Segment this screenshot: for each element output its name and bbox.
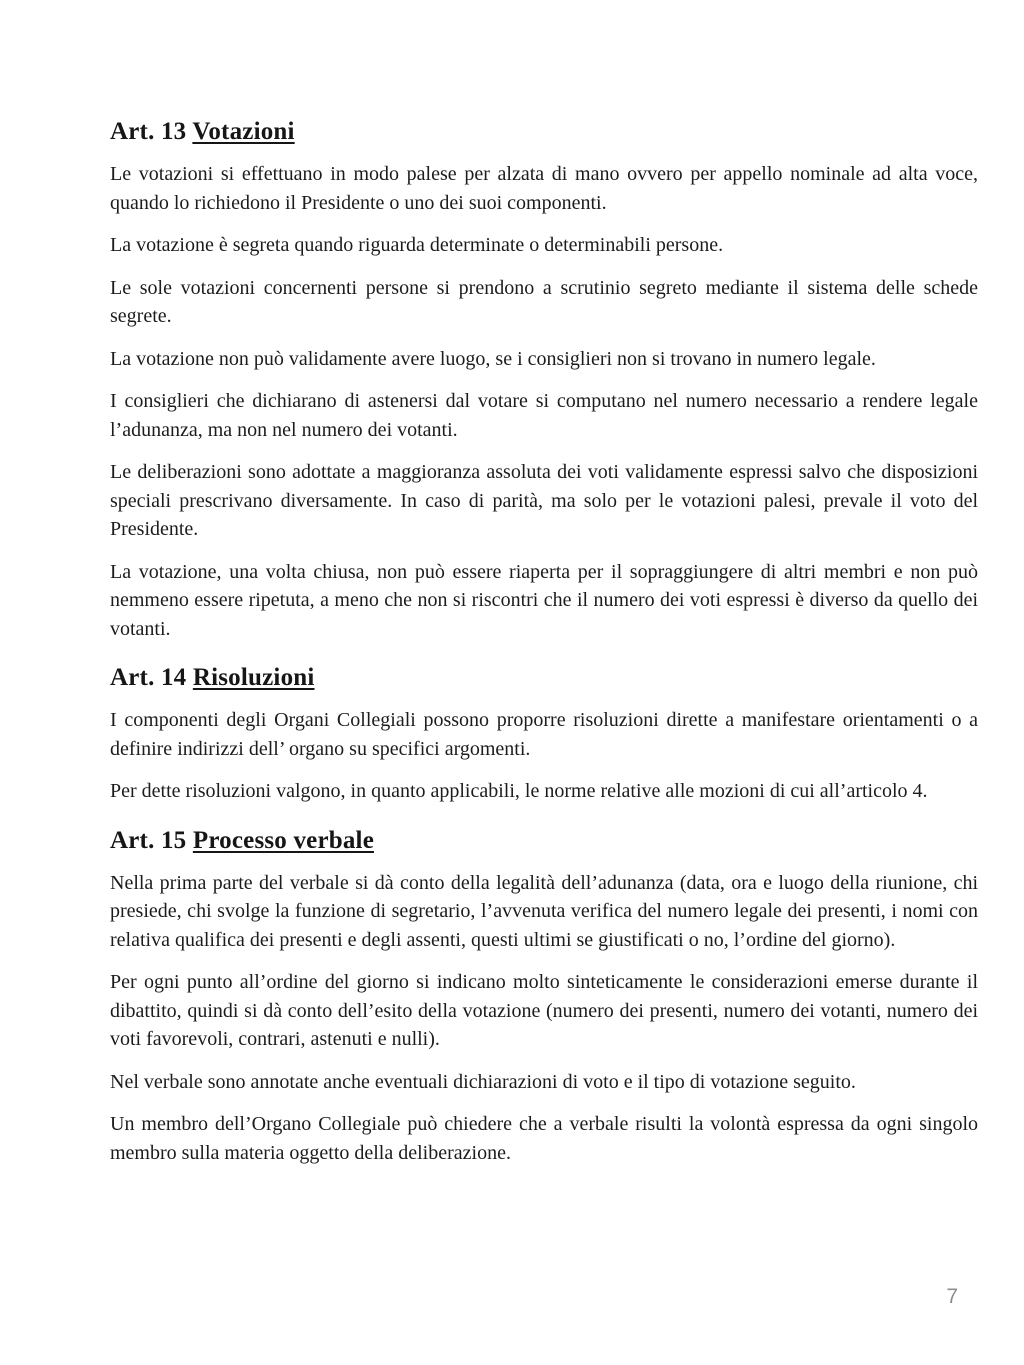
paragraph: Per ogni punto all’ordine del giorno si indicano molto sinteticamente le considerazioni emerse durante il dibattito, quindi si dà conto dell’esito della votazione (numero dei presenti, numero dei votanti, numero dei voti favorevoli, contrari, astenuti e nulli).: [110, 971, 978, 1050]
article-title: Processo verbale: [192, 826, 374, 854]
article-heading-14: [110, 662, 978, 693]
paragraph: Le sole votazioni concernenti persone si prendono a scrutinio segreto mediante il sistema delle schede segrete.: [110, 276, 978, 327]
section-art-14: [110, 662, 978, 806]
article-heading-13: [110, 116, 978, 147]
paragraph: La votazione è segreta quando riguarda determinate o determinabili persone.: [110, 234, 724, 256]
section-art-15: [110, 825, 978, 1168]
article-number: Art. 15: [110, 826, 187, 854]
paragraph: La votazione non può validamente avere luogo, se i consiglieri non si trovano in numero legale.: [110, 347, 876, 370]
paragraph: Le deliberazioni sono adottate a maggioranza assoluta dei voti validamente espressi salvo che disposizioni speciali prescrivano diversamente. In caso di parità, ma solo per le votazioni palesi, prevale il voto del Presidente.: [110, 461, 978, 540]
article-number: Art. 13: [110, 118, 187, 145]
article-title: Votazioni: [192, 118, 295, 145]
paragraph: Nella prima parte del verbale si dà conto della legalità dell’adunanza (data, ora e luogo della riunione, chi presiede, chi svolge la funzione di segretario, l’avvenuta verifica del numero legale dei presenti, i nomi con relativa qualifica dei presenti e degli assenti, questi ultimi se giustificati o no, l’ordine del giorno).: [110, 871, 978, 951]
paragraph: La votazione, una volta chiusa, non può essere riaperta per il sopraggiungere di altri membri e non può nemmeno essere ripetuta, a meno che non si riscontri che il numero dei voti espressi è diverso da quello dei votanti.: [110, 560, 978, 640]
section-art-13: [110, 116, 978, 643]
article-number: Art. 14: [110, 664, 187, 691]
document-content: [110, 116, 978, 1181]
paragraph: Le votazioni si effettuano in modo palese per alzata di mano ovvero per appello nominale ad alta voce, quando lo richiedono il Presidente o uno dei suoi componenti.: [110, 163, 978, 214]
paragraph: Nel verbale sono annotate anche eventuali dichiarazioni di voto e il tipo di votazione seguito.: [110, 1070, 856, 1093]
paragraph: I componenti degli Organi Collegiali possono proporre risoluzioni dirette a manifestare orientamenti o a definire indirizzi dell’ organo su specifici argomenti.: [110, 709, 978, 760]
page-number: 7: [946, 1285, 958, 1308]
article-title: Risoluzioni: [192, 664, 315, 691]
paragraph: I consiglieri che dichiarano di astenersi dal votare si computano nel numero necessario a rendere legale l’adunanza, ma non nel numero dei votanti.: [110, 390, 978, 441]
paragraph: Un membro dell’Organo Collegiale può chiedere che a verbale risulti la volontà espressa da ogni singolo membro sulla materia oggetto della deliberazione.: [110, 1113, 978, 1164]
article-heading-15: [110, 825, 978, 856]
paragraph: Per dette risoluzioni valgono, in quanto applicabili, le norme relative alle mozioni di cui all’articolo 4.: [110, 780, 928, 802]
